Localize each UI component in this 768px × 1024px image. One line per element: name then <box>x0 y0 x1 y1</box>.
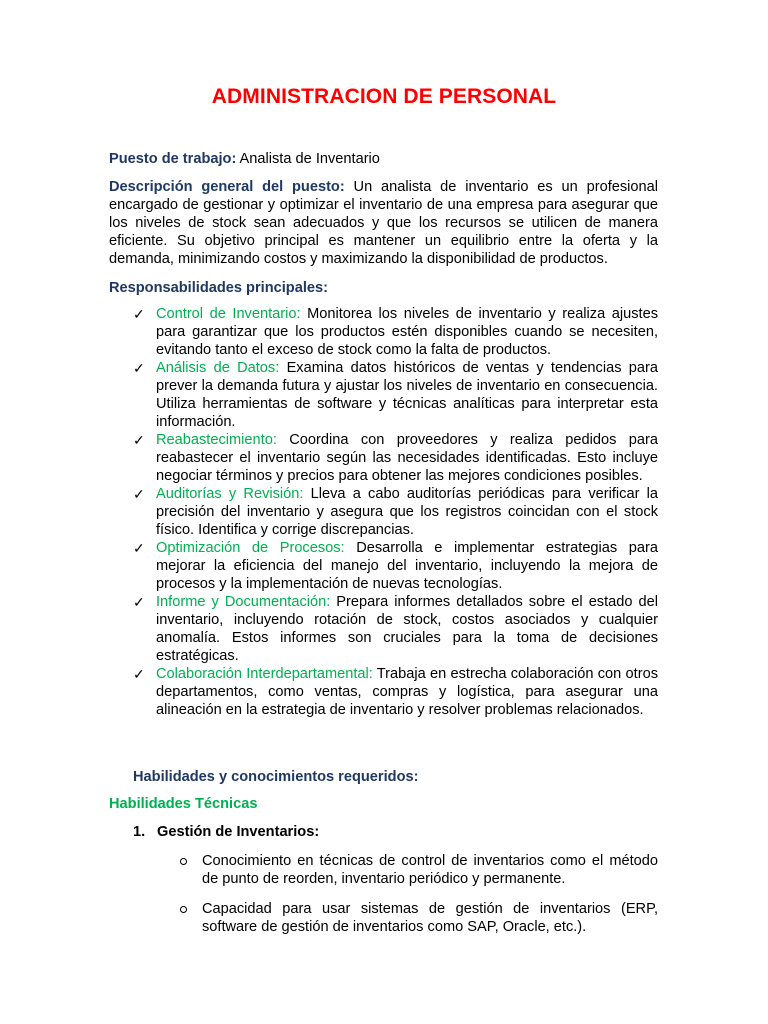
item-text: Coordina con proveedores y realiza pedidos para reabastecer el inventario según las necesidades identificadas. Esto incluye negociar términos y precios para obtener las mejores condiciones posibles. <box>156 432 658 484</box>
item-label: Control de Inventario: <box>156 306 301 322</box>
heading-number: 1. <box>133 824 146 840</box>
list-item <box>180 900 658 936</box>
puesto-label: Puesto de trabajo: <box>109 151 237 167</box>
puesto-paragraph <box>109 150 658 168</box>
list-item <box>133 665 658 719</box>
item-label: Informe y Documentación: <box>156 594 331 610</box>
page-title: ADMINISTRACION DE PERSONAL <box>211 85 557 108</box>
check-icon: ✓ <box>133 360 145 376</box>
item-text: Desarrolla e implementar estrategias para mejorar la eficiencia del manejo del inventario, incluyendo la mejora de procesos y la implementación de nuevas tecnologías. <box>156 540 658 592</box>
item-label: Reabastecimiento: <box>156 432 277 448</box>
descripcion-label: Descripción general del puesto: <box>109 179 345 195</box>
circle-icon <box>180 906 187 913</box>
item-label: Auditorías y Revisión: <box>156 486 304 502</box>
item-text: Examina datos históricos de ventas y tendencias para prever la demanda futura y ajustar los niveles de inventario en consecuencia. Utiliza herramientas de software y técnicas analíticas para interpretar esta información. <box>156 360 658 430</box>
list-item <box>133 593 658 665</box>
sub-list <box>180 852 658 948</box>
list-item <box>180 852 658 888</box>
check-icon: ✓ <box>133 306 145 322</box>
item-text: Capacidad para usar sistemas de gestión de inventarios (ERP, software de gestión de inventarios como SAP, Oracle, etc.). <box>202 901 658 935</box>
list-item <box>133 431 658 485</box>
responsabilidades-heading: Responsabilidades principales: <box>109 280 328 296</box>
item-label: Análisis de Datos: <box>156 360 280 376</box>
check-icon: ✓ <box>133 432 145 448</box>
item-text: Lleva a cabo auditorías periódicas para verificar la precisión del inventario y asegura que los registros coincidan con el stock físico. Identifica y corrige discrepancias. <box>156 486 658 538</box>
list-item <box>133 539 658 593</box>
check-icon: ✓ <box>133 540 145 556</box>
item-label: Colaboración Interdepartamental: <box>156 666 373 682</box>
habilidades-subheading: Habilidades Técnicas <box>109 796 258 812</box>
item-text: Prepara informes detallados sobre el estado del inventario, incluyendo rotación de stock, costos asociados y cualquier anomalía. Estos informes son cruciales para la toma de decisiones estratégicas. <box>156 594 659 664</box>
list-item <box>133 305 658 359</box>
item-text: Monitorea los niveles de inventario y realiza ajustes para garantizar que los productos estén disponibles cuando se necesiten, evitando tanto el exceso de stock como la falta de productos. <box>156 306 658 358</box>
check-icon: ✓ <box>133 594 145 610</box>
item-text: Trabaja en estrecha colaboración con otros departamentos, como ventas, compras y logística, para asegurar una alineación en la estrategia de inventario y resolver problemas relacionados. <box>156 666 658 718</box>
puesto-value: Analista de Inventario <box>236 151 380 167</box>
list-item <box>133 359 658 431</box>
check-icon: ✓ <box>133 486 145 502</box>
descripcion-paragraph <box>109 178 658 268</box>
check-icon: ✓ <box>133 666 145 682</box>
responsabilidades-list <box>133 305 658 719</box>
list-item <box>133 485 658 539</box>
descripcion-text: Un analista de inventario es un profesional encargado de gestionar y optimizar el inventario de una empresa para asegurar que los niveles de stock sean adecuados y que los recursos se utilicen de manera eficiente. Su objetivo principal es mantener un equilibrio entre la oferta y la demanda, minimizando costos y maximizando la disponibilidad de productos. <box>109 179 659 267</box>
circle-icon <box>180 858 187 865</box>
habilidades-heading: Habilidades y conocimientos requeridos: <box>133 769 419 785</box>
item-label: Optimización de Procesos: <box>156 540 345 556</box>
numbered-heading <box>133 823 319 841</box>
heading-title: Gestión de Inventarios: <box>157 824 320 840</box>
item-text: Conocimiento en técnicas de control de inventarios como el método de punto de reorden, inventario periódico y permanente. <box>202 853 658 887</box>
